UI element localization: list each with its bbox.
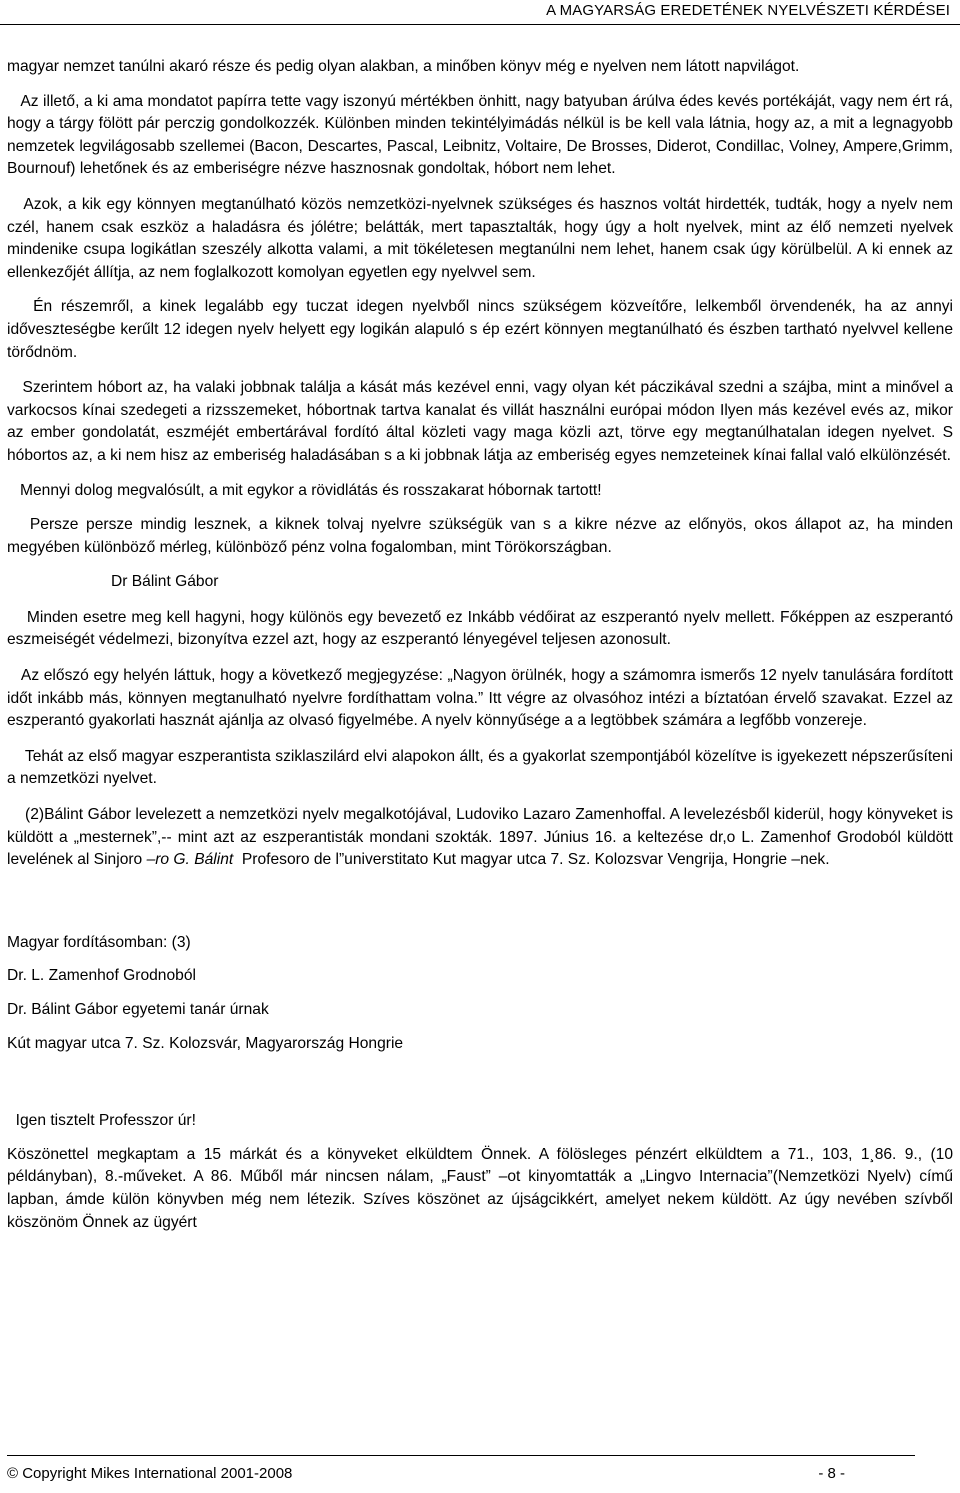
- paragraph-6: Mennyi dolog megvalósúlt, a mit egykor a rövidlátás és rosszakarat hóbornak tartott!: [7, 481, 602, 499]
- paragraph-11-italic: –ro G. Bálint: [146, 851, 234, 869]
- paragraph-3: Azok, a kik egy könnyen megtanúlható közös nemzetközi-nyelvnek szükséges és hasznos voltát hirdették, tudták, hogy a nyelv nem czél, hanem csak eszköz a haladásra és jólétre; belátták, mert tapasztalták, hogy úgy a holt nyelvek, mint az élő nemzeti nyelvek mindenike csupa logikátlan szeszély alkotta valami, a mit tökéletesen megtanúlni nem lehet, hanem csak úgy körülbelül. A ki ennek az ellenkezőjét állítja, az nem foglalkozott komolyan egyetlen egy nyelvvel sem.: [7, 195, 958, 281]
- author-signature: Dr Bálint Gábor: [7, 573, 219, 591]
- address-line-2: Dr. L. Zamenhof Grodnoból: [7, 967, 196, 985]
- header-divider: [0, 24, 960, 25]
- paragraph-11-text-a: (2)Bálint Gábor levelezett a nemzetközi nyelv megalkotójával, Ludoviko Lazaro Zamenhoffal. A levelezésből kiderül, hogy könyveket is küldött a „mesternek”,-- mint azt az eszperantisták mondani szokták. 1897. Június 16. a keltezése dr,o L. Zamenhof Grodoból küldött levelének al Sinjoro: [7, 806, 958, 869]
- footer-divider: [7, 1455, 915, 1456]
- paragraph-9: Az előszó egy helyén láttuk, hogy a következő megjegyzése: „Nagyon örülnék, hogy a számomra ismerős 12 nyelv tanulására fordított időt inkább más, könnyen megtanulható nyelvre fordíthattam volna.” Itt végre az olvasóhoz intézi a bíztatóan érvelő szavakat. Ezzel az eszperantó gyakorlati hasznát ajánlja az olvasó figyelmébe. A nyelv könnyűsége a a legtöbbek számára a legfőbb vonzereje.: [7, 667, 958, 730]
- paragraph-10: Tehát az első magyar eszperantista sziklaszilárd elvi alapokon állt, és a gyakorlat szempontjából közelítve is igyekezett népszerűsíteni a nemzetközi nyelvet.: [7, 747, 958, 788]
- paragraph-2: Az illető, a ki ama mondatot papírra tette vagy iszonyú mértékben önhitt, nagy batyuban árúlva édes kevés portékáját, vagy nem ért rá, hogy a tárgy fölött pár perczig gondolkozzék. Különben minden tekintélyimádás nélkül is be kell vala látnia, hogy az, a mit a legnagyobb nemzetek legvilágosabb szellemei (Bacon, Descartes, Pascal, Leibnitz, Voltaire, De Brosses, Diderot, Condillac, Volney, Ampere,Grimm, Bournouf) lehetőnek és az emberiségre nézve hasznosnak gondoltak, hóbort nem lehet.: [7, 92, 958, 178]
- paragraph-1: magyar nemzet tanúlni akaró része és pedig olyan alakban, a minőben könyv még e nyelven nem látott napvilágot.: [7, 58, 800, 75]
- paragraph-12: Köszönettel megkaptam a 15 márkát és a könyveket elküldtem Önnek. A fölösleges pénzért elküldtem a 71., 103, 1¸86. 9., (10 példányban), 8.-műveket. A 86. Műből már nincsen nálam, „Faust” –ot kinyomtatták a „Lingvo Internacia”(Nemzetközi Nyelv) című lapban, ámde külön könyvben még nem létezik. Szíves köszönet az újságcikkért, amelyet nekem küldött. Az úgy nevében szívből köszönöm Önnek az ügyért: [7, 1145, 958, 1231]
- paragraph-5: Szerintem hóbort az, ha valaki jobbnak találja a kását más kezével enni, vagy olyan két páczikával szedni a szájba, mint a minővel a varkocsos kínai szedegeti a rizsszemeket, hóbortnak tartva kanalat és villát használni európai módon Ilyen más kezével evés az, mikor az ember gondolatát, eszméjét embertárával fordító által közleti vagy maga közli azt, törve egy megtanúlhatalan idegen nyelvet. S hóbortos az, a ki nem hisz az emberiség haladásában s a ki jobbnak látja az emberiség egyes nemzeteinek kínai fallal való elkülönzését.: [7, 379, 958, 464]
- address-line-4: Kút magyar utca 7. Sz. Kolozsvár, Magyarország Hongrie: [7, 1034, 404, 1052]
- paragraph-8: Minden esetre meg kell hagyni, hogy különös egy bevezető ez Inkább védőirat az eszperantó nyelv mellett. Főképpen az eszperantó eszmeiségét védelmezi, bizonyítva ezzel azt, hogy az eszperantó lényegével teljesen azonosult.: [7, 608, 958, 649]
- paragraph-11: [7, 804, 958, 872]
- paragraph-11-text-b: Profesoro de l”universtitato Kut magyar utca 7. Sz. Kolozsvar Vengrija, Hongrie –nek.: [233, 851, 830, 869]
- letter-greeting: Igen tisztelt Professzor úr!: [7, 1112, 196, 1130]
- document-body: [7, 56, 958, 1234]
- copyright-notice: © Copyright Mikes International 2001-2008: [7, 1465, 293, 1482]
- paragraph-4: Én részemről, a kinek legalább egy tuczat idegen nyelvből nincs szükségem közveítőre, lelkemből örvendenék, ha az annyi időveszteségbe kerűlt 12 idegen nyelv helyett egy logikán alapuló s ép ezért könnyen megtanúlható és észben tartható nyelvvel kellene törődnöm.: [7, 298, 958, 361]
- running-header: A MAGYARSÁG EREDETÉNEK NYELVÉSZETI KÉRDÉSEI: [546, 2, 950, 19]
- address-line-3: Dr. Bálint Gábor egyetemi tanár úrnak: [7, 1001, 269, 1018]
- page-number: - 8 -: [818, 1465, 845, 1482]
- address-line-1: Magyar fordításomban: (3): [7, 933, 191, 951]
- paragraph-7: Persze persze mindig lesznek, a kiknek tolvaj nyelvre szükségük van s a kikre nézve az előnyös, okos állapot az, ha minden megyében különböző mérleg, különböző pénz volna fogalomban, mint Törökországban.: [7, 516, 958, 556]
